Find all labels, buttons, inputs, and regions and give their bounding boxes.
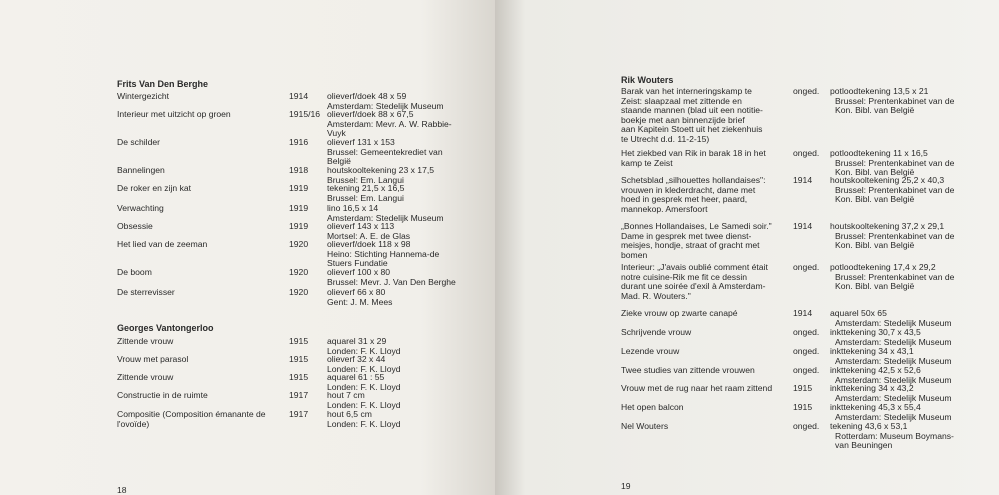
- work-year: 1919: [289, 221, 309, 231]
- work-title: Vrouw met parasol: [117, 354, 189, 364]
- work-detail: potloodtekening 13,5 x 21: [830, 86, 929, 96]
- work-detail: Amsterdam: Stedelijk Museum: [327, 212, 444, 223]
- work-year: onged.: [793, 365, 820, 375]
- work-year: 1915: [793, 383, 813, 393]
- work-year: 1914: [793, 175, 813, 185]
- work-detail: Londen: F. K. Lloyd: [327, 381, 401, 392]
- work-title: „Bonnes Hollandaises, Le Samedi soir.": [621, 221, 772, 231]
- work-year: onged.: [793, 327, 820, 337]
- work-year: onged.: [793, 262, 820, 272]
- work-title: Constructie in de ruimte: [117, 390, 208, 400]
- work-detail: Amsterdam: Stedelijk Museum: [835, 355, 952, 366]
- work-title: Lezende vrouw: [621, 346, 680, 356]
- work-year: 1916: [289, 137, 309, 147]
- work-year: 1920: [289, 267, 309, 277]
- work-year: 1919: [289, 203, 309, 213]
- work-detail: aquarel 61 : 55: [327, 372, 385, 382]
- work-detail: Brussel: Em. Langui: [327, 174, 404, 185]
- work-detail: potloodtekening 17,4 x 29,2: [830, 262, 936, 272]
- work-title: kamp te Zeist: [621, 157, 673, 168]
- work-detail: Kon. Bibl. van België: [835, 105, 915, 116]
- work-detail: hout 6,5 cm: [327, 409, 372, 419]
- work-title: Zittende vrouw: [117, 372, 174, 382]
- work-detail: Brussel: Em. Langui: [327, 192, 404, 203]
- work-title: notre cuisine-Rik me fit ce dessin: [621, 271, 748, 282]
- work-detail: Brussel: Prentenkabinet van de: [835, 184, 955, 195]
- work-year: 1915: [289, 372, 309, 382]
- work-title: Het ziekbed van Rik in barak 18 in het: [621, 148, 766, 158]
- work-title: Mad. R. Wouters.": [621, 290, 691, 301]
- work-detail: Amsterdam: Stedelijk Museum: [835, 317, 952, 328]
- work-year: 1919: [289, 183, 309, 193]
- work-detail: Londen: F. K. Lloyd: [327, 399, 401, 410]
- work-title: Barak van het interneringskamp te: [621, 86, 752, 96]
- work-detail: Londen: F. K. Lloyd: [327, 418, 401, 429]
- work-detail: olieverf/doek 48 x 59: [327, 91, 407, 101]
- work-year: 1917: [289, 409, 309, 419]
- work-title: Zittende vrouw: [117, 336, 174, 346]
- work-title: boekje met aan binnenzijde brief: [621, 114, 745, 125]
- work-title: De boom: [117, 267, 152, 277]
- work-year: 1915: [289, 354, 309, 364]
- work-detail: tekening 43,6 x 53,1: [830, 421, 908, 431]
- work-title: Compositie (Composition émanante de l'ovoïde): [117, 409, 266, 429]
- work-detail: olieverf 143 x 113: [327, 221, 395, 231]
- work-title: Twee studies van zittende vrouwen: [621, 365, 755, 375]
- work-detail: Brussel: Prentenkabinet van de: [835, 157, 955, 168]
- work-year: 1915: [793, 402, 813, 412]
- page-number: 18: [117, 485, 127, 495]
- work-year: 1920: [289, 239, 309, 249]
- page-number: 19: [621, 481, 631, 491]
- right-page: [495, 0, 999, 495]
- work-detail: Amsterdam: Stedelijk Museum: [835, 336, 952, 347]
- work-detail: Vuyk: [327, 128, 346, 139]
- work-title: bomen: [621, 249, 648, 260]
- work-year: onged.: [793, 148, 820, 158]
- work-title: Het open balcon: [621, 402, 684, 412]
- work-year: 1918: [289, 165, 309, 175]
- work-detail: België: [327, 156, 351, 167]
- work-title: Verwachting: [117, 203, 164, 213]
- work-detail: aquarel 50x 65: [830, 308, 887, 318]
- work-year: onged.: [793, 86, 820, 96]
- work-detail: Rotterdam: Museum Boymans-: [835, 430, 954, 441]
- work-title: Schetsblad „silhouettes hollandaises":: [621, 175, 766, 185]
- work-detail: Amsterdam: Stedelijk Museum: [327, 100, 444, 111]
- work-title: De roker en zijn kat: [117, 183, 192, 193]
- work-detail: aquarel 31 x 29: [327, 336, 387, 346]
- work-detail: olieverf 66 x 80: [327, 287, 386, 297]
- artist-heading: Georges Vantongerloo: [117, 323, 214, 333]
- work-detail: houtskooltekening 23 x 17,5: [327, 165, 435, 175]
- work-title: De sterrevisser: [117, 287, 175, 297]
- work-detail: Londen: F. K. Lloyd: [327, 363, 401, 374]
- work-title: aan Kapitein Stoett uit het ziekenhuis: [621, 124, 763, 135]
- work-title: staande mannen (blad uit een notitie-: [621, 105, 763, 116]
- work-title: meisjes, hondje, straat of gracht met: [621, 240, 760, 251]
- work-title: Nel Wouters: [621, 421, 669, 431]
- work-year: 1917: [289, 390, 309, 400]
- work-title: Interieur: „J'avais oublié comment était: [621, 262, 768, 272]
- work-detail: Kon. Bibl. van België: [835, 194, 915, 205]
- work-title: Schrijvende vrouw: [621, 327, 692, 337]
- work-detail: potloodtekening 11 x 16,5: [830, 148, 928, 158]
- work-detail: Amsterdam: Stedelijk Museum: [835, 411, 952, 422]
- work-title: Interieur met uitzicht op groen: [117, 109, 231, 119]
- work-detail: lino 16,5 x 14: [327, 203, 379, 213]
- work-detail: Stuers Fundatie: [327, 258, 388, 269]
- work-year: onged.: [793, 346, 820, 356]
- work-detail: inkttekening 34 x 43,1: [830, 346, 914, 356]
- work-year: 1914: [289, 91, 309, 101]
- work-year: 1914: [793, 308, 813, 318]
- work-detail: Amsterdam: Mevr. A. W. Rabbie-: [327, 118, 452, 129]
- work-detail: inkttekening 42,5 x 52,6: [830, 365, 921, 375]
- work-detail: van Beuningen: [835, 440, 893, 451]
- work-detail: Brussel: Prentenkabinet van de: [835, 271, 955, 282]
- work-detail: Londen: F. K. Lloyd: [327, 345, 401, 356]
- work-title: vrouwen in klederdracht, dame met: [621, 184, 756, 195]
- work-title: Zeist: slaapzaal met zittende en: [621, 95, 742, 106]
- work-title: Bannelingen: [117, 165, 165, 175]
- work-detail: Gent: J. M. Mees: [327, 296, 393, 307]
- work-title: Obsessie: [117, 221, 153, 231]
- work-year: 1920: [289, 287, 309, 297]
- work-detail: olieverf 131 x 153: [327, 137, 395, 147]
- work-title: Vrouw met de rug naar het raam zittend: [621, 383, 773, 393]
- work-title: mannekop. Amersfoort: [621, 203, 708, 214]
- work-title: Dame in gesprek met twee dienst-: [621, 230, 752, 241]
- work-detail: Kon. Bibl. van België: [835, 167, 915, 178]
- work-year: 1914: [793, 221, 813, 231]
- left-page: [0, 0, 495, 495]
- work-detail: Brussel: Prentenkabinet van de: [835, 230, 955, 241]
- work-detail: Kon. Bibl. van België: [835, 240, 915, 251]
- work-detail: Brussel: Gemeentekrediet van: [327, 146, 443, 157]
- work-title: Het lied van de zeeman: [117, 239, 208, 249]
- work-detail: olieverf/doek 88 x 67,5: [327, 109, 414, 119]
- work-detail: Amsterdam: Stedelijk Museum: [835, 374, 952, 385]
- artist-heading: Frits Van Den Berghe: [117, 79, 209, 89]
- work-year: 1915: [289, 336, 309, 346]
- work-detail: houtskooltekening 37,2 x 29,1: [830, 221, 945, 231]
- work-title: durant une soirée d'exil à Amsterdam-: [621, 281, 766, 292]
- artist-heading: Rik Wouters: [621, 75, 674, 85]
- work-title: Wintergezicht: [117, 91, 170, 101]
- work-detail: inkttekening 30,7 x 43,5: [830, 327, 921, 337]
- work-detail: tekening 21,5 x 16,5: [327, 183, 405, 193]
- work-year: onged.: [793, 421, 820, 431]
- work-year: 1915/16: [289, 109, 321, 119]
- work-detail: Heino: Stichting Hannema-de: [327, 248, 440, 259]
- work-detail: Brussel: Prentenkabinet van de: [835, 95, 955, 106]
- work-detail: Amsterdam: Stedelijk Museum: [835, 392, 952, 403]
- work-title: Zieke vrouw op zwarte canapé: [621, 308, 738, 318]
- work-title: De schilder: [117, 137, 160, 147]
- work-detail: hout 7 cm: [327, 390, 365, 400]
- work-detail: inkttekening 34 x 43,2: [830, 383, 914, 393]
- work-detail: Kon. Bibl. van België: [835, 281, 915, 292]
- work-detail: houtskooltekening 25,2 x 40,3: [830, 175, 945, 185]
- work-detail: olieverf 32 x 44: [327, 354, 386, 364]
- work-detail: inkttekening 45,3 x 55,4: [830, 402, 921, 412]
- work-detail: Mortsel: A. E. de Glas: [327, 230, 411, 241]
- work-detail: Brussel: Mevr. J. Van Den Berghe: [327, 276, 456, 287]
- work-detail: olieverf/doek 118 x 98: [327, 239, 411, 249]
- work-detail: olieverf 100 x 80: [327, 267, 391, 277]
- work-title: te Utrecht d.d. 11-2-15): [621, 134, 710, 144]
- work-title: hoed in gesprek met heer, paard,: [621, 194, 748, 205]
